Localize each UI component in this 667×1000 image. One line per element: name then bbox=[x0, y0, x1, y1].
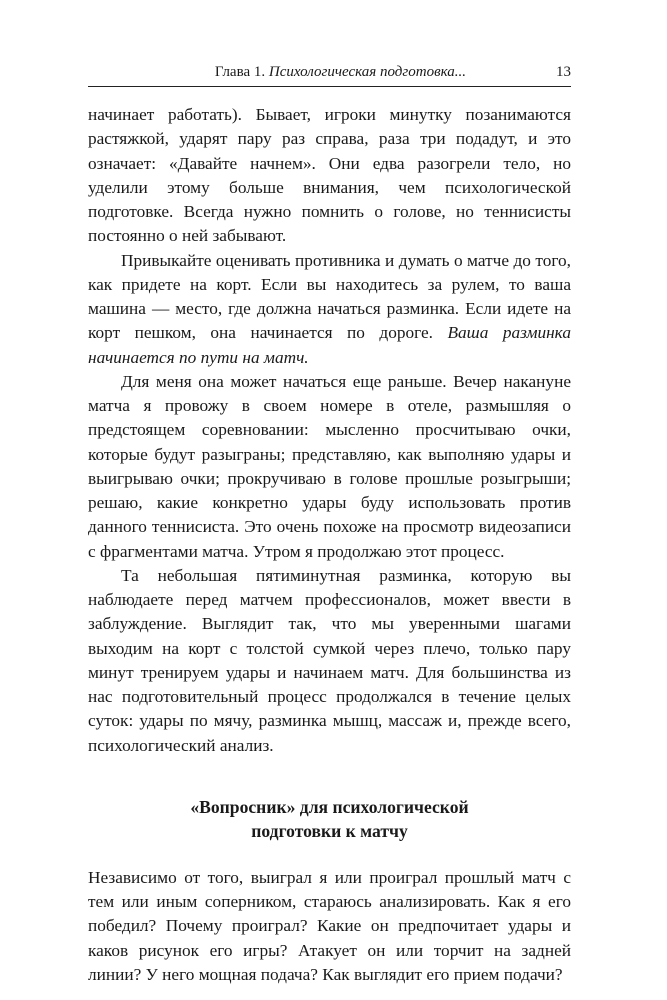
paragraph-questions: Независимо от того, выиграл я или проиграл прошлый матч с тем или иным соперником, стараюсь анализировать. Как я его победил? Почему проиграл? Какие он предпочитает удары и каков рисунок его игры? Атакует он или торчит на задней линии? У него мощная подача? Как выглядит его прием подачи? bbox=[88, 867, 571, 984]
section-heading bbox=[88, 795, 571, 844]
emphasis-text: Ваша разминка начинается по пути на матч. bbox=[88, 323, 571, 367]
paragraph-evening: Для меня она может начаться еще раньше. Вечер накануне матча я провожу в своем номере в отеле, размышляя о предстоящем соревновании: мысленно просчитываю очки, которые будут разыграны; представляю, как выполняю удары и выигрываю очки; прокручиваю в голове прошлые розыгрыши; решаю, какие конкретно удары буду использовать против данного теннисиста. Это очень похоже на просмотр видеозаписи с фрагментами матча. Утром я продолжаю этот процесс. bbox=[88, 371, 571, 561]
chapter-label: Глава 1. bbox=[214, 64, 266, 80]
paragraph-five-minute: Та небольшая пятиминутная разминка, которую вы наблюдаете перед матчем профессионалов, может ввести в заблуждение. Выглядит так, что мы уверенными шагами выходим на корт с толстой сумкой через плечо, только пару минут тренируем удары и начинаем матч. Для большинства из нас подготовительный процесс продолжался в течение целых суток: удары по мячу, разминка мышц, массаж и, прежде всего, психологический анализ. bbox=[88, 565, 571, 755]
running-head bbox=[88, 60, 571, 84]
body-text bbox=[88, 103, 571, 987]
paragraph-text: Привыкайте оценивать противника и думать о матче до того, как придете на корт. Если вы находитесь за рулем, то ваша машина — место, где должна начаться разминка. Если идете на корт пешком, она начинается по дороге. bbox=[88, 250, 571, 343]
chapter-title: Психологическая подготовка... bbox=[268, 64, 466, 80]
running-title bbox=[215, 60, 466, 84]
paragraph-continuation: начинает работать). Бывает, игроки минутку позанимаются растяжкой, ударят пару раз справа, раза три подадут, и это означает: «Давайте начнем». Они едва разогрели тело, но уделили этому больше внимания, чем психологической подготовке. Всегда нужно помнить о голове, но теннисисты постоянно о ней забывают. bbox=[88, 105, 571, 246]
section-heading-line2: подготовки к матчу bbox=[251, 821, 408, 842]
page-number: 13 bbox=[556, 64, 571, 80]
section-heading-line1: «Вопросник» для психологической bbox=[190, 796, 469, 817]
header-rule bbox=[88, 86, 571, 87]
paragraph-warmup bbox=[88, 249, 571, 370]
